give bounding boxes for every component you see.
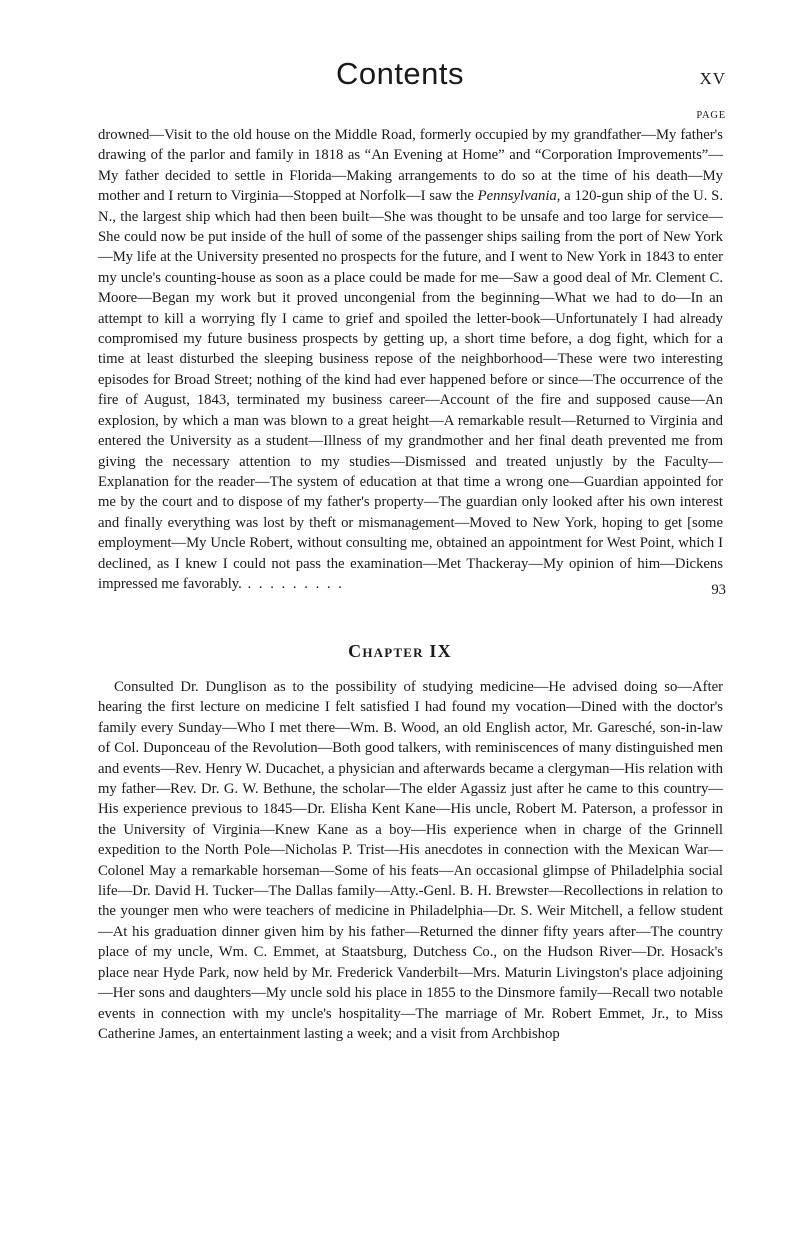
entry-text-part-1: drowned—Visit to the old house on the Middle Road, formerly occupied by my grandfather—My father's drawing of the parlor and family in 1818 as “An Evening at Home” and “Corporation Improvements”—My father decided to settle in Florida—Making arrangements to do so at the time of his death—My mother and I return to Virginia—Stopped at Norfolk—I saw the [98,127,723,205]
contents-entry [98,125,723,594]
page-title: Contents [335,56,465,91]
page-column-label: PAGE [696,110,726,121]
entry-text-part-2: , a 120-gun ship of the U. S. N., the largest ship which had then been built—She was thought to be unsafe and too large for service—She could now be put inside of the hull of some of the passenger ships sailing from the port of New York—My life at the University presented no prospects for the future, and I went to New York in 1843 to enter my uncle's counting-house as soon as a place could be made for me—Saw a good deal of Mr. Clement C. Moore—Began my work but it proved uncongenial from the beginning—What we had to do—In an attempt to kill a worrying fly I came to grief and spoiled the letter-book—Unfortunately I had already compromised my future business prospects by getting up, a short time before, a dog fight, which for a time at least disturbed the sleeping business repose of the neighborhood—These were two interesting episodes for Broad Street; nothing of the kind had ever happened before or since—The occurrence of the fire of August, 1843, terminated my business career—Account of the fire and supposed cause—An explosion, by which a man was blown to a great height—A remarkable result—Returned to Virginia and entered the University as a student—Illness of my grandmother and her final death prevented me from giving the necessary attention to my studies—Dismissed and treated unjustly by the Faculty—Explanation for the reader—The system of education at that time a wrong one—Guardian appointed for me by the court and to dispose of my father's property—The guardian only looked after his own interest and finally everything was lost by theft or mismanagement—Moved to New York, hoping to get [some employment—My Uncle Robert, without consulting me, obtained an appointment for West Point, which I declined, as I knew I could not pass the examination—Met Thackeray—My opinion of him—Dickens impressed me favorably. [98,188,723,592]
entry-page-number: 93 [711,582,726,598]
ship-name: Pennsylvania [477,188,557,205]
chapter-heading: Chapter IX [348,641,452,661]
dot-leaders: . . . . . . . . . [241,575,344,592]
page-header [0,56,800,100]
page-number-roman: xv [699,64,726,90]
chapter-summary: Consulted Dr. Dunglison as to the possibility of studying medicine—He advised doing so—After hearing the first lecture on medicine I felt satisfied I had found my vocation—Dined with the doctor's family every Sunday—Who I met there—Wm. B. Wood, an old English actor, Mr. Garesché, son-in-law of Col. Duponceau of the Revolution—Both good talkers, with reminiscences of many distinguished men and events—Rev. Henry W. Ducachet, a physician and afterwards became a clergyman—His relation with my father—Rev. Dr. G. W. Bethune, the scholar—The elder Agassiz just after he came to this country—His experience previous to 1845—Dr. Elisha Kent Kane—His uncle, Robert M. Paterson, a professor in the University of Virginia—Knew Kane as a boy—His experience when in charge of the Grinnell expedition to the North Pole—Nicholas P. Trist—His anecdotes in connection with the Mexican War—Colonel May a remarkable horseman—Some of his feats—An occasional glimpse of Philadelphia social life—Dr. David H. Tucker—The Dallas family—Atty.-Genl. B. H. Brewster—Recollections in relation to the younger men who were teachers of medicine in Philadelphia—Dr. S. Weir Mitchell, a fellow student—At his graduation dinner given him by his father—Returned the dinner fifty years after—The country place of my uncle, Wm. C. Emmet, at Staatsburg, Dutchess Co., on the Hudson River—Dr. Hosack's place near Hyde Park, now held by Mr. Frederick Vanderbilt—Mrs. Maturin Livingston's place adjoining—Her sons and daughters—My uncle sold his place in 1855 to the Dinsmore family—Recall two notable events in connection with my uncle's hospitality—The marriage of Mr. Robert Emmet, Jr., to Miss Catherine James, an entertainment lasting a week; and a visit from Archbishop [98,679,723,1042]
